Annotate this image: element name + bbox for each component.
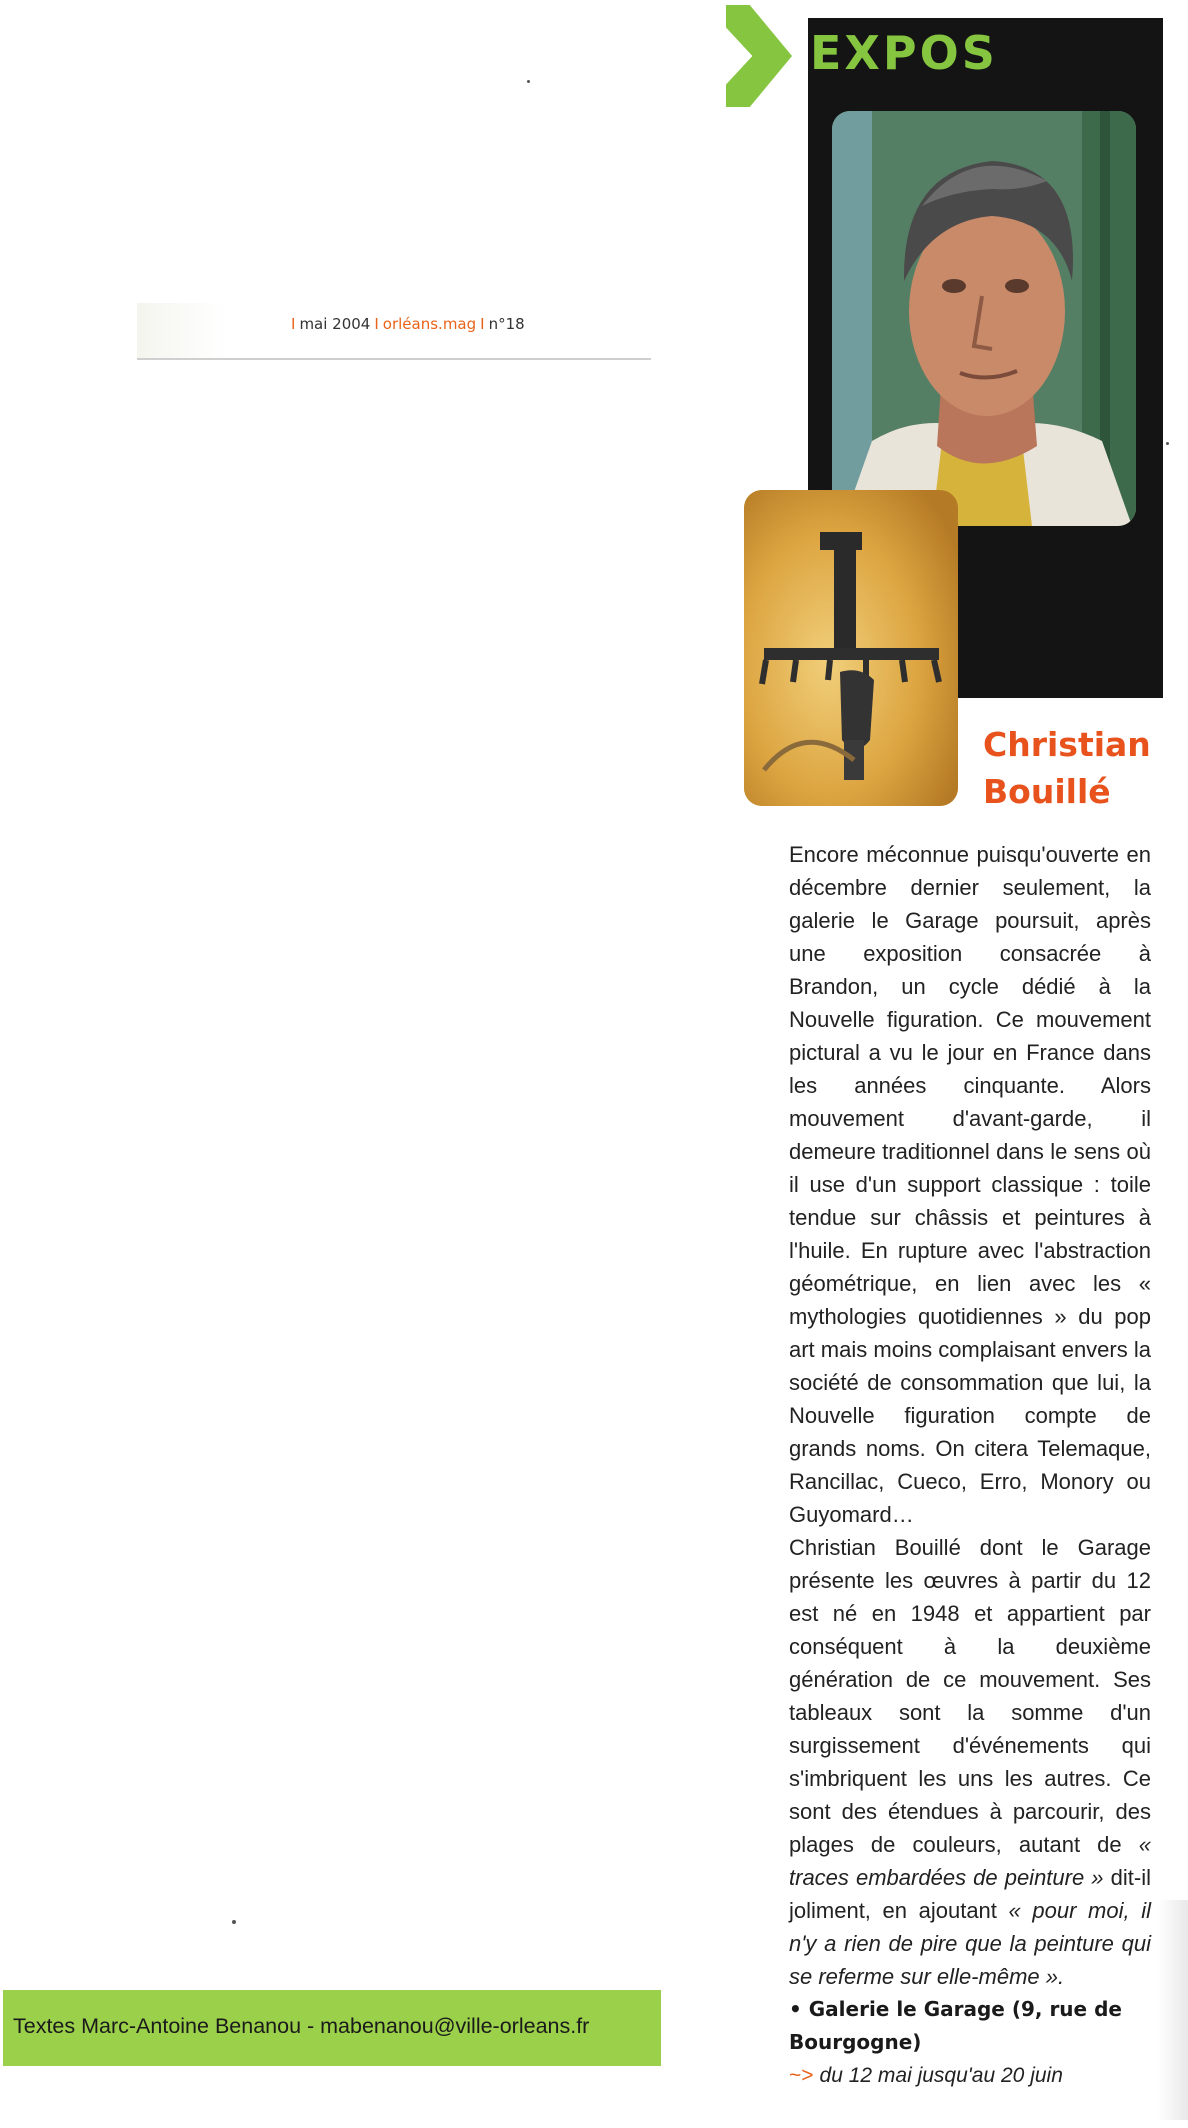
credit-band [3, 1990, 661, 2066]
folio-magazine: orléans.mag [382, 315, 477, 333]
scan-speck [527, 80, 530, 83]
exhibition-dates [789, 2059, 1151, 2092]
page-edge-shadow [1158, 1900, 1188, 2120]
folio-separator: I [480, 315, 485, 333]
venue-info: • Galerie le Garage (9, rue de Bourgogne) [789, 1997, 1122, 2054]
article-quote: « traces embardées de peinture » [789, 1832, 1151, 1890]
article-paragraph: Encore méconnue puisqu'ouverte en décembre dernier seulement, la galerie le Garage poursuit, après une exposition consacrée à Brandon, un cycle dédié à la Nouvelle figuration. Ce mouvement pictural a vu le jour en France dans les années cinquante. Alors mouvement d'avant-garde, il demeure traditionnel dans le sens où il use d'un support classique : toile tendue sur châssis et peintures à l'huile. En rupture avec l'abstraction géométrique, en lien avec les « mythologies quotidiennes » du pop art mais moins complaisant envers la société de consommation que lui, la Nouvelle figuration compte de grands noms. On citera Telemaque, Rancillac, Cueco, Erro, Monory ou Guyomard… [789, 842, 1151, 1527]
article-text: Christian Bouillé dont le Garage présente les œuvres à partir du 12 est né en 1948 et appartient par conséquent à la deuxième génération de ce mouvement. Ses tableaux sont la somme d'un surgissement d'événements qui s'imbriquent les uns les autres. Ce sont des étendues à parcourir, des plages de couleurs, autant de [789, 1535, 1151, 1857]
dates-text: du 12 mai jusqu'au 20 juin [819, 2064, 1063, 2087]
scan-speck [1166, 442, 1169, 445]
article-paragraph [789, 1531, 1151, 1993]
artist-first-name: Christian [983, 725, 1151, 764]
article-quote: « pour moi, il n'y a rien de pire que la peinture qui se referme sur elle-même ». [789, 1898, 1151, 1989]
page-folio [137, 303, 651, 360]
arrow-right-icon: ~> [789, 2064, 814, 2087]
folio-text [287, 315, 525, 333]
artwork-image [744, 490, 958, 806]
credit-text: Textes Marc-Antoine Benanou - mabenanou@ville-orleans.fr [13, 2014, 590, 2038]
folio-date: mai 2004 [299, 315, 371, 333]
folio-issue: n°18 [488, 315, 525, 333]
artist-last-name: Bouillé [983, 772, 1111, 811]
chevron-right-icon [726, 5, 792, 107]
article-body [789, 838, 1151, 2092]
folio-separator: I [291, 315, 296, 333]
article-text: dit-il joliment, en ajoutant [789, 1865, 1151, 1923]
artist-portrait-photo [832, 111, 1136, 526]
folio-separator: I [374, 315, 379, 333]
scan-speck [232, 1920, 236, 1924]
section-title: EXPOS [810, 26, 998, 80]
